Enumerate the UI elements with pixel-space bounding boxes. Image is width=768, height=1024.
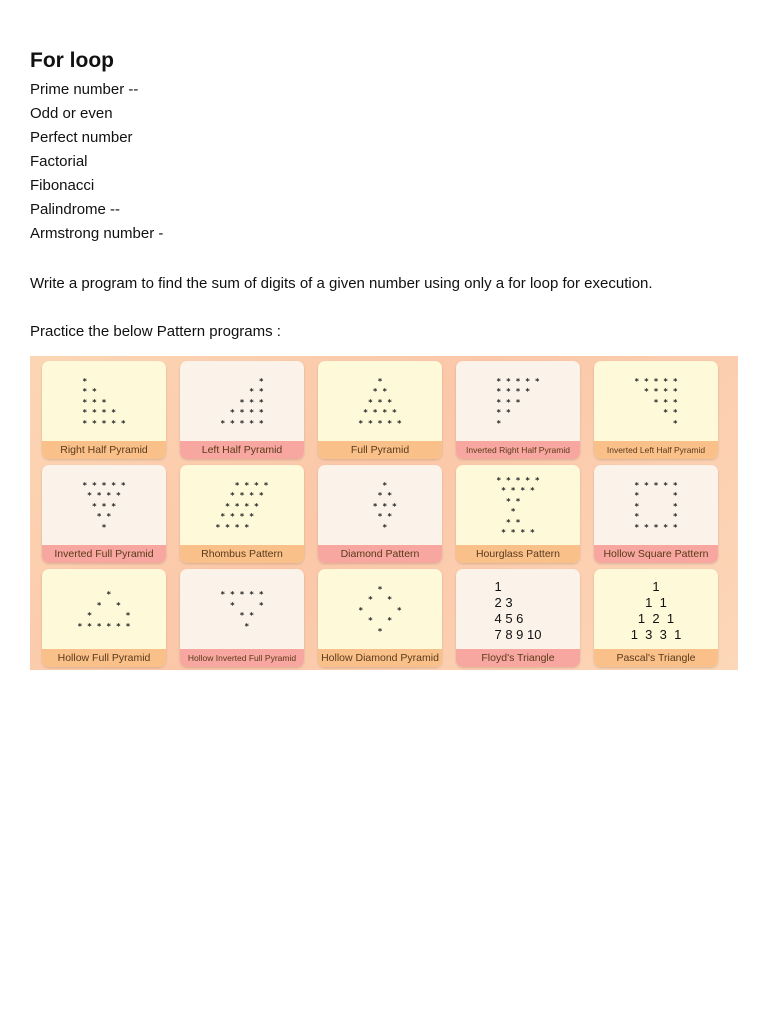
pattern-art: * * * * * * * * * * * * * * * (220, 376, 264, 428)
pattern-card-pascals-triangle (594, 569, 718, 667)
pattern-label: Hourglass Pattern (456, 545, 580, 563)
pattern-label: Hollow Square Pattern (594, 545, 718, 563)
topic-item: Palindrome -- (30, 201, 121, 218)
pattern-card-hollow-full-pyramid (42, 569, 166, 667)
pattern-grid (30, 356, 738, 672)
pattern-label: Inverted Full Pyramid (42, 545, 166, 563)
document-page (30, 44, 740, 342)
pattern-art: * * * * * * * * * * * * * * * * (634, 480, 678, 532)
pattern-art: * * * * * * * * * * (220, 590, 264, 631)
pattern-art: * * * * * * * * * * * * * * * (82, 480, 126, 532)
topic-item: Prime number -- (30, 81, 139, 98)
pattern-label: Inverted Left Half Pyramid (594, 441, 718, 459)
pattern-label: Floyd's Triangle (456, 649, 580, 667)
pattern-programs-image (30, 356, 738, 670)
pattern-label: Right Half Pyramid (42, 441, 166, 459)
pattern-art: * * * * * * * * * * * * * * * * * * (496, 475, 540, 537)
pattern-art: * * * * * * * * * * * * * * * (496, 376, 540, 428)
topic-item: Perfect number (30, 129, 133, 146)
pattern-card-right-half-pyramid (42, 361, 166, 459)
practice-paragraph: Practice the below Pattern programs : (30, 323, 281, 340)
topic-item: Factorial (30, 153, 88, 170)
pattern-card-hollow-inverted-full-pyramid (180, 569, 304, 667)
pattern-label: Hollow Inverted Full Pyramid (180, 649, 304, 667)
topic-item: Armstrong number - (30, 225, 164, 242)
pattern-art: * * * * * * * * (358, 584, 402, 636)
topic-list (30, 78, 740, 246)
pattern-card-floyds-triangle (456, 569, 580, 667)
pattern-art: * * * * * * * * * * * * * * * (82, 376, 126, 428)
pattern-art: * * * * * * * * * * * * * * * * * * * * (215, 480, 269, 532)
pattern-card-full-pyramid (318, 361, 442, 459)
pattern-label: Rhombus Pattern (180, 545, 304, 563)
pattern-card-rhombus-pattern (180, 465, 304, 563)
pattern-label: Diamond Pattern (318, 545, 442, 563)
topic-item: Odd or even (30, 105, 113, 122)
pattern-label: Hollow Diamond Pyramid (318, 649, 442, 667)
topic-item: Fibonacci (30, 177, 95, 194)
task-paragraph: Write a program to find the sum of digits of a given number using only a for loop for execution. (30, 275, 653, 292)
pattern-card-inverted-right-half-pyramid (456, 361, 580, 459)
pattern-art: * * * * * * * * * * * * * * * (358, 376, 402, 428)
pattern-card-left-half-pyramid (180, 361, 304, 459)
pattern-art: * * * * * * * * * * * (77, 590, 131, 631)
pattern-card-diamond-pattern (318, 465, 442, 563)
pattern-label: Inverted Right Half Pyramid (456, 441, 580, 459)
pattern-label: Left Half Pyramid (180, 441, 304, 459)
pattern-card-inverted-left-half-pyramid (594, 361, 718, 459)
pattern-art: * * * * * * * * * (372, 480, 397, 532)
pattern-label: Full Pyramid (318, 441, 442, 459)
pattern-art: * * * * * * * * * * * * * * * (634, 376, 678, 428)
page-title: For loop (30, 49, 114, 72)
pattern-card-inverted-full-pyramid (42, 465, 166, 563)
pattern-card-hollow-square-pattern (594, 465, 718, 563)
pattern-card-hourglass-pattern (456, 465, 580, 563)
pattern-art: 1 2 3 4 5 6 7 8 9 10 (494, 579, 542, 642)
pattern-label: Hollow Full Pyramid (42, 649, 166, 667)
pattern-label: Pascal's Triangle (594, 649, 718, 667)
pattern-card-hollow-diamond-pyramid (318, 569, 442, 667)
pattern-art: 1 1 1 1 2 1 1 3 3 1 (630, 579, 682, 642)
